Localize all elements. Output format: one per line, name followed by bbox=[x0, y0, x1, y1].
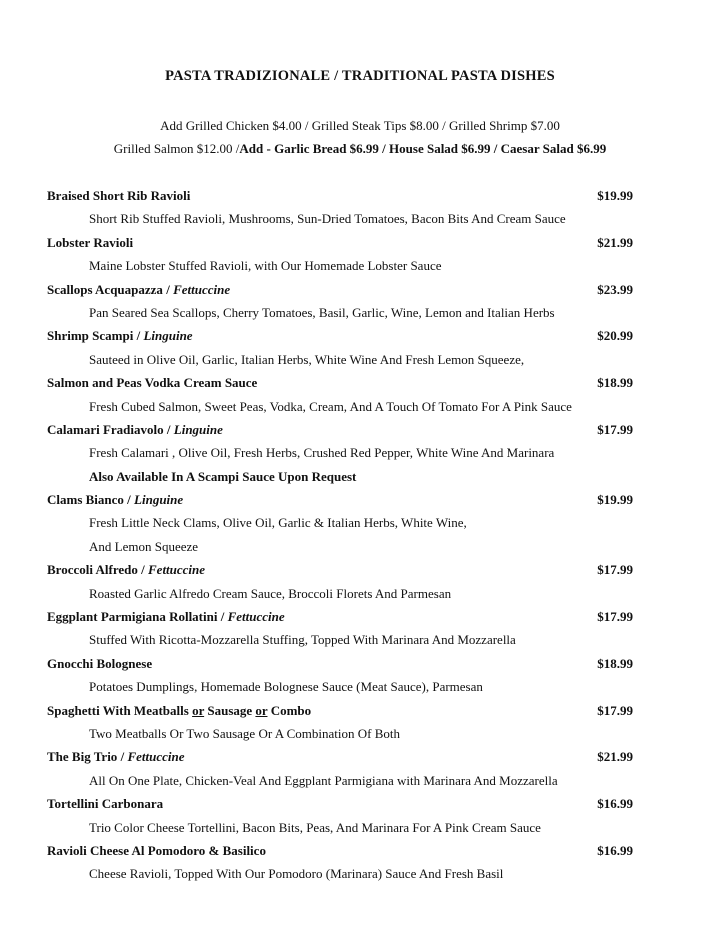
dish-pasta: Linguine bbox=[143, 328, 193, 344]
dish-name: Scallops Acquapazza bbox=[47, 281, 163, 297]
dish-description: Two Meatballs Or Two Sausage Or A Combination Of Both bbox=[89, 725, 400, 741]
dish-name-part: or bbox=[192, 702, 205, 718]
dish-title-row bbox=[47, 842, 637, 865]
dish-pasta: Linguine bbox=[134, 492, 184, 508]
dish-name-part: Spaghetti With Meatballs bbox=[47, 702, 193, 718]
dish-price: $23.99 bbox=[597, 281, 633, 297]
dish-title-row bbox=[47, 187, 637, 210]
dish-price: $18.99 bbox=[597, 375, 633, 391]
dish-price: $20.99 bbox=[597, 328, 633, 344]
dish-price: $17.99 bbox=[597, 421, 633, 437]
dish-description: Fresh Cubed Salmon, Sweet Peas, Vodka, Cream, And A Touch Of Tomato For A Pink Sauce bbox=[89, 398, 572, 414]
dish-description: Roasted Garlic Alfredo Cream Sauce, Broccoli Florets And Parmesan bbox=[89, 585, 452, 601]
dish-title-row bbox=[47, 655, 637, 678]
dish-pasta: Fettuccine bbox=[148, 562, 206, 578]
dish-separator: / bbox=[217, 609, 228, 625]
dish-description: Fresh Little Neck Clams, Olive Oil, Garlic & Italian Herbs, White Wine, bbox=[89, 515, 467, 531]
dish-separator: / bbox=[163, 421, 174, 437]
dish-price: $21.99 bbox=[597, 234, 633, 250]
dish-description: Short Rib Stuffed Ravioli, Mushrooms, Sun-Dried Tomatoes, Bacon Bits And Cream Sauce bbox=[89, 211, 566, 227]
dish-description: Cheese Ravioli, Topped With Our Pomodoro (Marinara) Sauce And Fresh Basil bbox=[89, 866, 504, 882]
dish-name-part: Combo bbox=[267, 702, 312, 718]
dish-description: Stuffed With Ricotta-Mozzarella Stuffing, Topped With Marinara And Mozzarella bbox=[89, 632, 516, 648]
addon-line-2 bbox=[0, 141, 720, 157]
dish-name-part: or bbox=[255, 702, 268, 718]
dish-pasta: Fettuccine bbox=[127, 749, 185, 765]
dish-separator: / bbox=[123, 492, 135, 508]
dish-title-row bbox=[47, 281, 637, 304]
dish-description: All On One Plate, Chicken-Veal And Eggplant Parmigiana with Marinara And Mozzarella bbox=[89, 772, 558, 788]
dish-name: Lobster Ravioli bbox=[47, 234, 134, 250]
dish-name: Calamari Fradiavolo bbox=[47, 421, 164, 437]
dish-pasta: Fettuccine bbox=[173, 281, 231, 297]
dish-note: Also Available In A Scampi Sauce Upon Request bbox=[89, 468, 357, 484]
dish-price: $17.99 bbox=[597, 702, 633, 718]
dish-title-row bbox=[47, 374, 637, 397]
dish-description: Sauteed in Olive Oil, Garlic, Italian Herbs, White Wine And Fresh Lemon Squeeze, bbox=[89, 351, 525, 367]
dish-title-row bbox=[47, 491, 637, 514]
dish-title-row bbox=[47, 748, 637, 771]
dish-title-row bbox=[47, 795, 637, 818]
dish-description: Pan Seared Sea Scallops, Cherry Tomatoes, Basil, Garlic, Wine, Lemon and Italian Herbs bbox=[89, 304, 555, 320]
dish-price: $17.99 bbox=[597, 609, 633, 625]
dish-separator: / bbox=[133, 328, 144, 344]
dish-title-row bbox=[47, 421, 637, 444]
dish-name: Tortellini Carbonara bbox=[47, 796, 164, 812]
dish-description: Potatoes Dumplings, Homemade Bolognese Sauce (Meat Sauce), Parmesan bbox=[89, 679, 483, 695]
dish-price: $17.99 bbox=[597, 562, 633, 578]
dish-title-row bbox=[47, 561, 637, 584]
addon-sides: Add - Garlic Bread $6.99 / House Salad $6.99 / Caesar Salad $6.99 bbox=[239, 141, 607, 156]
dish-description: Maine Lobster Stuffed Ravioli, with Our Homemade Lobster Sauce bbox=[89, 258, 442, 274]
dish-description: Fresh Calamari , Olive Oil, Fresh Herbs, Crushed Red Pepper, White Wine And Marinara bbox=[89, 445, 555, 461]
dish-name: Clams Bianco bbox=[47, 492, 124, 508]
dish-pasta: Fettuccine bbox=[227, 609, 285, 625]
dish-price: $16.99 bbox=[597, 842, 633, 858]
dish-title-row bbox=[47, 234, 637, 257]
dish-separator: / bbox=[162, 281, 174, 297]
page-title: PASTA TRADIZIONALE / TRADITIONAL PASTA DISHES bbox=[165, 68, 555, 84]
dish-name: Eggplant Parmigiana Rollatini bbox=[47, 609, 218, 625]
dish-price: $19.99 bbox=[597, 188, 633, 203]
dish-price: $19.99 bbox=[597, 492, 633, 508]
addon-salmon: Grilled Salmon $12.00 / bbox=[113, 141, 240, 156]
dish-name: Braised Short Rib Ravioli bbox=[47, 188, 191, 203]
dish-name: The Big Trio bbox=[47, 749, 118, 765]
dish-list bbox=[47, 187, 637, 889]
dish-name-part: Sausage bbox=[204, 702, 256, 718]
dish-price: $16.99 bbox=[597, 796, 633, 812]
dish-description: Trio Color Cheese Tortellini, Bacon Bits, Peas, And Marinara For A Pink Cream Sauce bbox=[89, 819, 541, 835]
dish-title-row bbox=[47, 608, 637, 631]
dish-name: Salmon and Peas Vodka Cream Sauce bbox=[47, 375, 258, 391]
addon-line-1: Add Grilled Chicken $4.00 / Grilled Steak Tips $8.00 / Grilled Shrimp $7.00 bbox=[160, 118, 560, 133]
dish-price: $21.99 bbox=[597, 749, 633, 765]
dish-name: Gnocchi Bolognese bbox=[47, 655, 153, 671]
dish-price: $18.99 bbox=[597, 655, 633, 671]
dish-separator: / bbox=[137, 562, 148, 578]
dish-title-row bbox=[47, 702, 637, 725]
dish-separator: / bbox=[117, 749, 128, 765]
dish-pasta: Linguine bbox=[173, 421, 223, 437]
dish-title-row bbox=[47, 327, 637, 350]
dish-name: Broccoli Alfredo bbox=[47, 562, 138, 578]
dish-name: Shrimp Scampi bbox=[47, 328, 134, 344]
dish-description: And Lemon Squeeze bbox=[89, 538, 199, 554]
dish-name: Ravioli Cheese Al Pomodoro & Basilico bbox=[47, 842, 266, 858]
